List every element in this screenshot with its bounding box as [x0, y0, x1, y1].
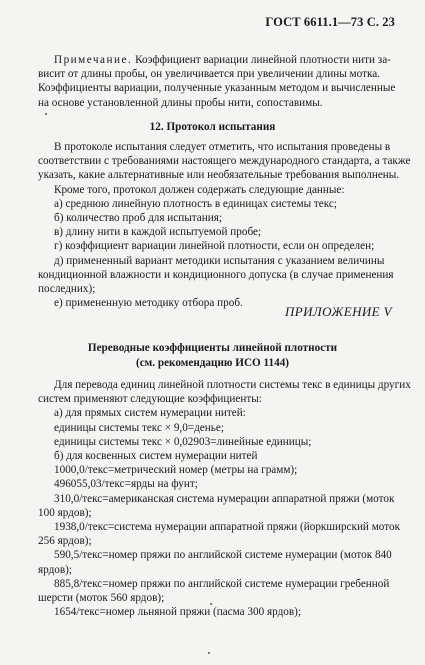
- section-12-body: [38, 140, 411, 310]
- list-item: б) количество проб для испытания;: [54, 212, 222, 225]
- list-item: а) среднюю линейную плотность в единицах системы текс;: [54, 197, 337, 210]
- list-item-continued: последних);: [38, 283, 96, 296]
- appendix-line: 100 ярдов);: [38, 506, 92, 519]
- note-paragraph: [38, 53, 394, 110]
- appendix-line: ярдов);: [38, 563, 72, 576]
- list-item: е) примененную методику отбора проб.: [54, 297, 243, 310]
- appendix-line: 256 ярдов);: [38, 535, 92, 548]
- appendix-line: 1000,0/текс=метрический номер (метры на грамм);: [54, 464, 298, 477]
- appendix-line: единицы системы текс × 9,0=денье;: [54, 421, 224, 434]
- appendix-body: [38, 378, 411, 619]
- appendix-line: 1938,0/текс=система нумерации аппаратной пряжи (йоркширский моток: [54, 521, 401, 534]
- page-speck: [208, 652, 210, 654]
- appendix-line: 310,0/текс=американская система нумерации аппаратной пряжи (моток: [54, 492, 395, 505]
- note-line-1: Коэффициент вариации линейной плотности нити за-: [132, 54, 391, 66]
- note-line-3: Коэффициенты вариации, полученные указанным методом и вычисленные: [38, 82, 396, 95]
- section-12-intro-3: указать, какие альтернативные или необязательные требования выполнены.: [38, 169, 400, 182]
- list-item: д) примененный вариант методики испытания с указанием величины: [54, 254, 385, 267]
- note-line-2: висит от длины пробы, он увеличивается при увеличении длины мотка.: [38, 68, 380, 81]
- appendix-line: 590,5/текс=номер пряжи по английской системе нумерации (моток 840: [54, 549, 392, 562]
- appendix-label: ПРИЛОЖЕНИЕ V: [285, 304, 392, 319]
- appendix-line: а) для прямых систем нумерации нитей:: [54, 407, 246, 420]
- section-12-intro-4: Кроме того, протокол должен содержать следующие данные:: [54, 183, 345, 196]
- list-item: в) длину нити в каждой испытуемой пробе;: [54, 226, 262, 239]
- appendix-line: Для перевода единиц линейной плотности системы текс в единицы других: [54, 379, 411, 391]
- appendix-line: единицы системы текс × 0,02903=линейные единицы;: [54, 435, 312, 448]
- page-speck: [45, 113, 47, 115]
- page-speck: [210, 603, 212, 605]
- appendix-line: шерсти (моток 560 ярдов);: [38, 592, 165, 605]
- list-item-continued: кондиционной влажности и кондиционного допуска (в случае применения: [38, 268, 394, 281]
- note-line-4: на основе установленной длины пробы нити, сопоставимы.: [38, 96, 323, 109]
- section-12-intro-2: соответствии с требованиями настоящего международного стандарта, а также: [38, 155, 411, 168]
- note-lead: Примечание.: [54, 54, 133, 66]
- page-header: ГОСТ 6611.1—73 С. 23: [265, 15, 395, 29]
- list-item: г) коэффициент вариации линейной плотности, если он определен;: [54, 240, 375, 253]
- appendix-line: 885,8/текс=номер пряжи по английской системе нумерации гребенной: [54, 577, 390, 590]
- appendix-line: б) для косвенных систем нумерации нитей: [54, 450, 258, 463]
- section-12-intro-1: В протоколе испытания следует отметить, что испытания проведены в: [54, 141, 391, 153]
- appendix-line: 496055,03/текс=ярды на фунт;: [54, 478, 198, 491]
- section-12-title: 12. Протокол испытания: [149, 121, 276, 133]
- appendix-subtitle: (см. рекомендацию ИСО 1144): [135, 357, 290, 369]
- appendix-line: 1654/текс=номер льняной пряжи (пасма 300 ярдов);: [54, 606, 301, 619]
- appendix-line: систем применяют следующие коэффициенты:: [38, 393, 262, 406]
- appendix-title: Переводные коэффициенты линейной плотности: [87, 342, 338, 354]
